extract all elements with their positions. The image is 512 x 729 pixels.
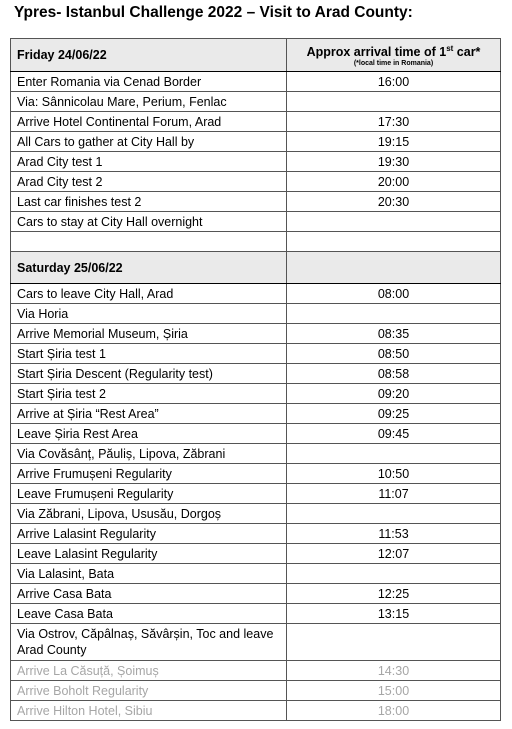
- time-cell: 08:50: [287, 344, 501, 364]
- event-cell: Arrive Frumușeni Regularity: [11, 464, 287, 484]
- event-cell: Via Covăsânț, Păuliș, Lipova, Zăbrani: [11, 444, 287, 464]
- schedule-row: [11, 584, 501, 604]
- saturday-header-empty-cell: [287, 252, 501, 284]
- event-cell: Arrive Hotel Continental Forum, Arad: [11, 112, 287, 132]
- time-cell: 09:25: [287, 404, 501, 424]
- schedule-row: [11, 544, 501, 564]
- event-cell: Arrive Boholt Regularity: [11, 681, 287, 701]
- event-cell: Cars to stay at City Hall overnight: [11, 212, 287, 232]
- friday-date-heading: Friday 24/06/22: [11, 39, 287, 72]
- time-cell: 19:15: [287, 132, 501, 152]
- event-cell: [11, 232, 287, 252]
- time-cell: [287, 232, 501, 252]
- schedule-row: [11, 464, 501, 484]
- event-cell: Arrive at Șiria “Rest Area”: [11, 404, 287, 424]
- time-cell: 10:50: [287, 464, 501, 484]
- event-cell: Start Șiria test 2: [11, 384, 287, 404]
- event-cell: Arad City test 2: [11, 172, 287, 192]
- schedule-row: [11, 624, 501, 661]
- friday-header-row: [11, 39, 501, 72]
- schedule-row: [11, 192, 501, 212]
- event-cell: Arrive La Căsuță, Șoimuș: [11, 661, 287, 681]
- local-time-note: (*local time in Romania): [353, 60, 434, 68]
- event-cell: Leave Lalasint Regularity: [11, 544, 287, 564]
- time-cell: 16:00: [287, 72, 501, 92]
- time-cell: 18:00: [287, 701, 501, 721]
- schedule-row: [11, 681, 501, 701]
- time-cell: [287, 304, 501, 324]
- event-cell: Start Șiria test 1: [11, 344, 287, 364]
- event-cell: Via Horia: [11, 304, 287, 324]
- schedule-row: [11, 172, 501, 192]
- schedule-row: [11, 701, 501, 721]
- event-cell: Leave Șiria Rest Area: [11, 424, 287, 444]
- time-cell: 15:00: [287, 681, 501, 701]
- time-cell: 19:30: [287, 152, 501, 172]
- time-cell: 08:35: [287, 324, 501, 344]
- time-cell: [287, 212, 501, 232]
- schedule-row: [11, 72, 501, 92]
- time-cell: [287, 92, 501, 112]
- schedule-row: [11, 344, 501, 364]
- time-cell: 20:00: [287, 172, 501, 192]
- time-cell: [287, 564, 501, 584]
- schedule-row: [11, 484, 501, 504]
- schedule-row: [11, 424, 501, 444]
- schedule-row: [11, 364, 501, 384]
- time-cell: [287, 444, 501, 464]
- schedule-row: [11, 564, 501, 584]
- arrival-label-superscript: st: [446, 43, 454, 53]
- schedule-row: [11, 604, 501, 624]
- event-cell: Cars to leave City Hall, Arad: [11, 284, 287, 304]
- time-cell: 08:58: [287, 364, 501, 384]
- event-cell: Via Lalasint, Bata: [11, 564, 287, 584]
- schedule-row: [11, 232, 501, 252]
- event-cell: All Cars to gather at City Hall by: [11, 132, 287, 152]
- time-cell: 20:30: [287, 192, 501, 212]
- schedule-row: [11, 384, 501, 404]
- event-cell: Leave Casa Bata: [11, 604, 287, 624]
- time-cell: 17:30: [287, 112, 501, 132]
- schedule-row: [11, 404, 501, 424]
- schedule-row: [11, 304, 501, 324]
- schedule-row: [11, 152, 501, 172]
- event-cell: Via Zăbrani, Lipova, Ususău, Dorgoș: [11, 504, 287, 524]
- time-cell: 12:25: [287, 584, 501, 604]
- event-cell: Arrive Casa Bata: [11, 584, 287, 604]
- time-cell: 09:20: [287, 384, 501, 404]
- event-cell: Start Șiria Descent (Regularity test): [11, 364, 287, 384]
- time-cell: 13:15: [287, 604, 501, 624]
- event-cell: Arrive Lalasint Regularity: [11, 524, 287, 544]
- schedule-row: [11, 504, 501, 524]
- event-cell: Arrive Memorial Museum, Șiria: [11, 324, 287, 344]
- saturday-header-row: [11, 252, 501, 284]
- arrival-label-end: car*: [453, 45, 481, 60]
- event-cell: Via Ostrov, Căpâlnaș, Săvârșin, Toc and leave Arad County: [11, 624, 287, 661]
- schedule-row: [11, 92, 501, 112]
- event-cell: Via: Sânnicolau Mare, Perium, Fenlac: [11, 92, 287, 112]
- time-cell: [287, 504, 501, 524]
- schedule-table: [10, 38, 501, 721]
- schedule-row: [11, 524, 501, 544]
- time-cell: [287, 624, 501, 661]
- event-cell: Leave Frumușeni Regularity: [11, 484, 287, 504]
- event-cell: Arad City test 1: [11, 152, 287, 172]
- arrival-time-heading: [287, 39, 501, 72]
- schedule-row: [11, 212, 501, 232]
- saturday-date-heading: Saturday 25/06/22: [11, 252, 287, 284]
- time-cell: 08:00: [287, 284, 501, 304]
- time-cell: 11:53: [287, 524, 501, 544]
- time-cell: 09:45: [287, 424, 501, 444]
- schedule-row: [11, 284, 501, 304]
- event-cell: Last car finishes test 2: [11, 192, 287, 212]
- schedule-row: [11, 132, 501, 152]
- schedule-row: [11, 324, 501, 344]
- time-cell: 11:07: [287, 484, 501, 504]
- arrival-label: Approx arrival time of 1: [306, 45, 447, 60]
- schedule-row: [11, 444, 501, 464]
- event-cell: Arrive Hilton Hotel, Sibiu: [11, 701, 287, 721]
- schedule-row: [11, 112, 501, 132]
- page-title: Ypres- Istanbul Challenge 2022 – Visit to Arad County:: [14, 4, 413, 21]
- time-cell: 12:07: [287, 544, 501, 564]
- schedule-row: [11, 661, 501, 681]
- time-cell: 14:30: [287, 661, 501, 681]
- event-cell: Enter Romania via Cenad Border: [11, 72, 287, 92]
